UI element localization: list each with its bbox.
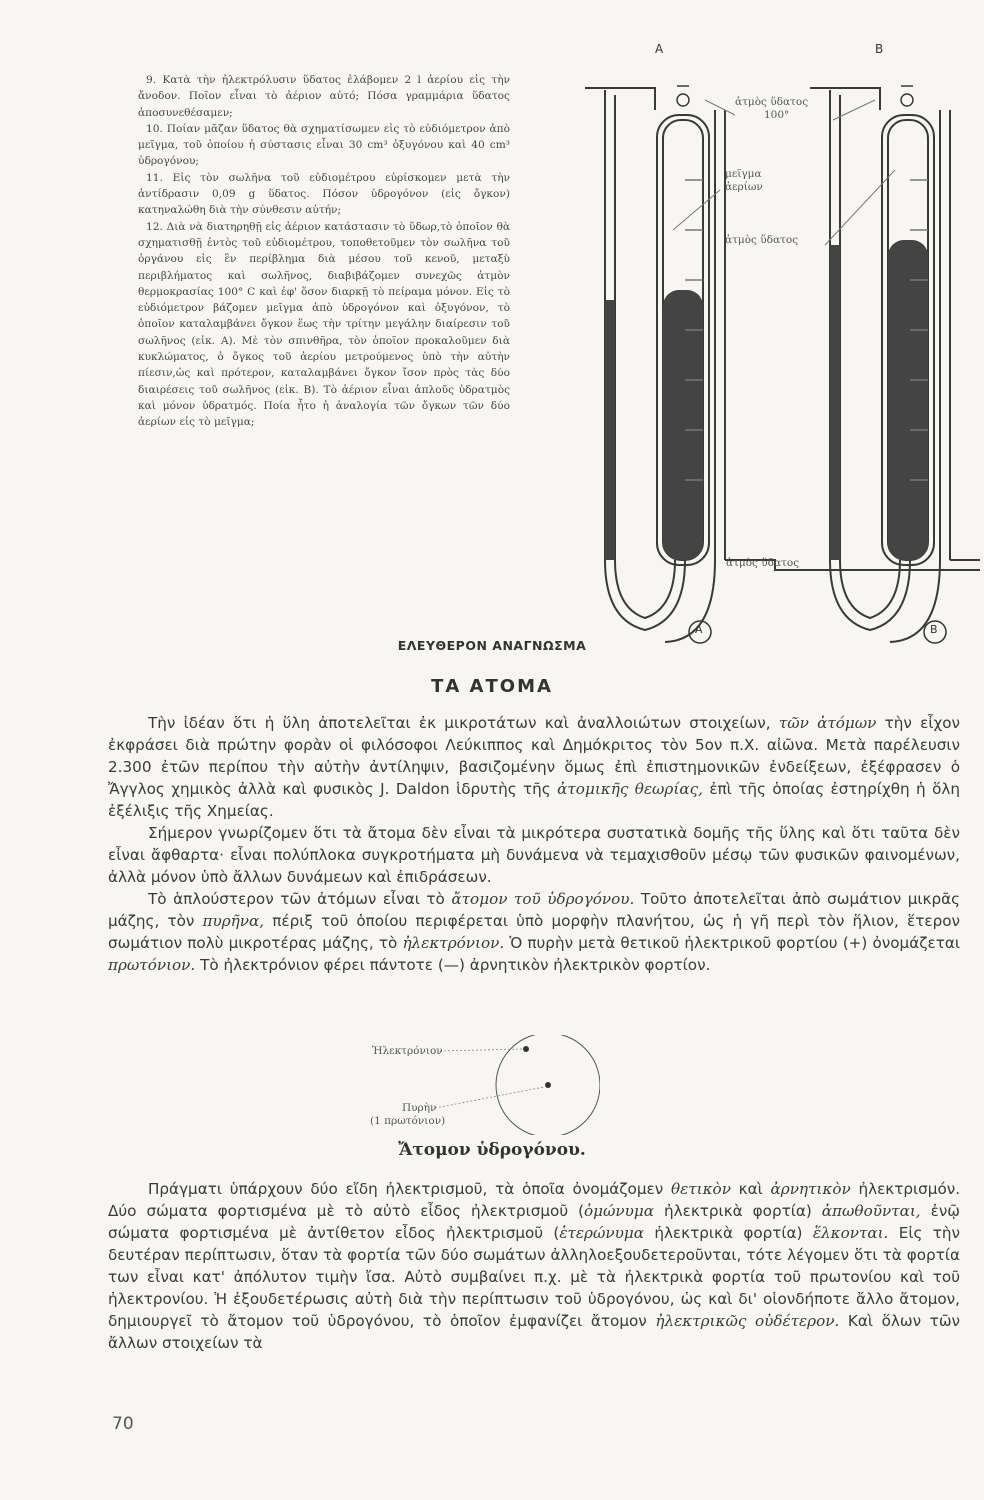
- exercise-9: 9. Κατὰ τὴν ἠλεκτρόλυσιν ὕδατος ἐλάβομεν 2 l ἀερίου εἰς τὴν ἄνοδον. Ποῖον εἶναι τὸ ἀέριον αὐτό; Πόσα γραμμάρια ὕδατος ἀποσυνεθέσαμεν;: [138, 74, 510, 119]
- paragraph-4: Πράγματι ὑπάρχουν δύο εἴδη ἠλεκτρισμοῦ, τὰ ὁποῖα ὀνομάζομεν θετικὸν καὶ ἀρνητικὸν ἠλεκτρισμόν. Δύο σώματα φορτισμένα μὲ τὸ αὐτὸ εἶδος ἠλεκτρισμοῦ (ὁμώνυμα ἠλεκτρικὰ φορτία) ἀπωθοῦνται, ἐνῷ σώματα φορτισμένα μὲ ἀντίθετον εἶδος ἠλεκτρισμοῦ (ἑτερώνυμα ἠλεκτρικὰ φορτία) ἕλκονται. Εἰς τὴν δευτέραν περίπτωσιν, ὅταν τὰ φορτία τῶν δύο σωμάτων ἀλληλοεξουδετεροῦνται, τότε λέγομεν ὅτι τὰ φορτία των εἶναι κατ' ἀπόλυτον τιμὴν ἴσα. Αὐτὸ συμβαίνει π.χ. μὲ τὰ ἠλεκτρικὰ φορτία τοῦ πρωτονίου καὶ τοῦ ἠλεκτρονίου. Ἡ ἐξουδετέρωσις αὐτὴ διὰ τὴν περίπτωσιν τοῦ ὑδρογόνου, ὡς καὶ δι' οἱονδήποτε ἄλλο ἄτομον, δημιουργεῖ τὸ ἄτομον τοῦ ὑδρογόνου, τὸ ὁποῖον ἐμφανίζει ἄτομον ἠλεκτρικῶς οὐδέτερον. Καὶ ὅλων τῶν ἄλλων στοιχείων τὰ: [108, 1180, 961, 1352]
- atoms-intro: [108, 712, 960, 976]
- figure-label-b: B: [875, 42, 884, 56]
- water-vapor-label: ἀτμὸς ὕδατος: [725, 234, 799, 246]
- exercise-11: 11. Εἰς τὸν σωλῆνα τοῦ εὐδιομέτρου εὑρίσκομεν μετὰ τὴν ἀντίδρασιν 0,09 g ὕδατος. Πόσον ὑδρογόνον (εἰς ὄγκον) κατηναλώθη διὰ τὴν σύνθεσιν αὐτήν;: [138, 171, 510, 217]
- exercise-10: 10. Ποίαν μᾶζαν ὕδατος θὰ σχηματίσωμεν εἰς τὸ εὐδιόμετρον ἀπὸ μεῖγμα, τοῦ ὁποίου ἡ σύστασις εἶναι 30 cm³ ὀξυγόνου καὶ 40 cm³ ὑδρογόνου;: [138, 122, 510, 168]
- steam-label: ἀτμὸς ὕδατος: [735, 96, 809, 108]
- exercise-list: [138, 72, 510, 431]
- paragraph-3: Τὸ ἁπλούστερον τῶν ἀτόμων εἶναι τὸ ἄτομον τοῦ ὑδρογόνου. Τοῦτο ἀποτελεῖται ἀπὸ σωμάτιον μικρᾶς μάζης, τὸν πυρῆνα, πέριξ τοῦ ὁποίου περιφέρεται ὑπὸ μορφὴν πλανήτου, ὡς ἡ γῆ περὶ τὸν ἥλιον, ἕτερον σωμάτιον πολὺ μικροτέρας μάζης, τὸ ἠλεκτρόνιον. Ὁ πυρὴν μετὰ θετικοῦ ἠλεκτρικοῦ φορτίου (+) ὀνομάζεται πρωτόνιον. Τὸ ἠλεκτρόνιον φέρει πάντοτε (—) ἀρνητικὸν ἠλεκτρικὸν φορτίον.: [108, 890, 961, 974]
- nucleus-label: Πυρὴν: [402, 1102, 437, 1114]
- water-column-b: [888, 240, 928, 560]
- gas-mixture-label: μεῖγμα: [725, 168, 762, 180]
- eudiometer-figure: [585, 40, 980, 645]
- gas-mixture-label-2: ἀερίων: [725, 181, 763, 193]
- electron-label: Ἠλεκτρόνιον: [372, 1045, 443, 1057]
- exercise-12: 12. Διὰ νὰ διατηρηθῇ εἰς ἀέριον κατάστασιν τὸ ὕδωρ,τὸ ὁποῖον θὰ σχηματισθῇ ἐντὸς τοῦ εὐδιομέτρου, τοποθετοῦμεν τὸν σωλῆνα τοῦ ὀργάνου εἰς ἓν περίβλημα διὰ μέσου τοῦ κενοῦ, μεταξὺ περιβλήματος καὶ σωλῆνος, διαβιβάζομεν συνεχῶς ἀτμὸν θερμοκρασίας 100° C καὶ ἐφ' ὅσον διαρκῇ τὸ πείραμα μόνον. Εἰς τὸ εὐδιόμετρον βάζομεν μεῖγμα ἀπὸ ὑδρογόνον καὶ ὀξυγόνον, τὸ ὁποῖον καταλαμβάνει ὄγκον ἕως τὴν τρίτην μεγάλην διαίρεσιν τοῦ σωλῆνος (εἰκ. Α). Μὲ τὸν σπινθῆρα, τὸν ὁποῖον προκαλοῦμεν διὰ κυκλώματος, ὁ ὄγκος τοῦ ἀερίου μετρούμενος ὑπὸ τὴν αὐτὴν πίεσιν,ὡς καὶ πρότερον, καταλαμβάνει ὄγκον ἴσον πρὸς τὰς δύο διαιρέσεις τοῦ σωλῆνος (εἰκ. Β). Τὸ ἀέριον εἶναι ἁπλοῦς ὑδρατμὸς καὶ μόνον ὑδρατμός. Ποία ἦτο ἡ ἀναλογία τῶν ὄγκων τῶν δύο ἀερίων εἰς τὸ μεῖγμα;: [138, 220, 510, 429]
- electricity-text: [108, 1178, 960, 1354]
- figure-circle-a: A: [695, 623, 703, 636]
- figure-circle-b: B: [930, 623, 938, 636]
- figure-label-a: A: [655, 42, 664, 56]
- paragraph-2: Σήμερον γνωρίζομεν ὅτι τὰ ἄτομα δὲν εἶναι τὰ μικρότερα συστατικὰ δομῆς τῆς ὕλης καὶ ὅτι ταῦτα δὲν εἶναι ἄφθαρτα· εἶναι πολύπλοκα συγκροτήματα μὴ δυνάμενα νὰ τεμαχισθοῦν μέσῳ τῶν φυσικῶν φαινομένων, ἀλλὰ μόνον ὑπὸ ἄλλων δυνάμεων καὶ ἐπιδράσεων.: [108, 824, 960, 886]
- paragraph-1: Τὴν ἰδέαν ὅτι ἡ ὕλη ἀποτελεῖται ἐκ μικροτάτων καὶ ἀναλλοιώτων στοιχείων, τῶν ἀτόμων τὴν εἶχον ἐκφράσει διὰ πρώτην φορὰν οἱ φιλόσοφοι Λεύκιππος καὶ Δημόκριτος τὸν 5ον π.Χ. αἰῶνα. Μετὰ παρέλευσιν 2.300 ἐτῶν περίπου τὴν αὐτὴν ἀντίληψιν, βασιζομένην ὅμως ἐπὶ ἐπιστημονικῶν ἐνδείξεων, ἐξέφρασεν ὁ Ἄγγλος χημικὸς ἀλλὰ καὶ φυσικὸς J. Daldon ἱδρυτὴς τῆς ἀτομικῆς θεωρίας, ἐπὶ τῆς ὁποίας ἐστηρίχθη ἡ ὅλη ἐξέλιξις τῆς Χημείας.: [108, 714, 961, 820]
- page-number: 70: [112, 1414, 134, 1434]
- section-title: ΤΑ ΑΤΟΜΑ: [431, 676, 553, 697]
- reading-heading: ΕΛΕΥΘΕΡΟΝ ΑΝΑΓΝΩΣΜΑ: [397, 638, 587, 653]
- electron-dot: [523, 1046, 529, 1052]
- nucleus-dot: [545, 1082, 551, 1088]
- nucleus-sublabel: (1 πρωτόνιον): [370, 1115, 446, 1127]
- temperature-label: 100°: [764, 109, 790, 121]
- water-vapor-outlet-label: ἀτμὸς ὕδατος: [726, 557, 800, 569]
- figure-caption: Ἄτομον ὑδρογόνου.: [398, 1140, 586, 1160]
